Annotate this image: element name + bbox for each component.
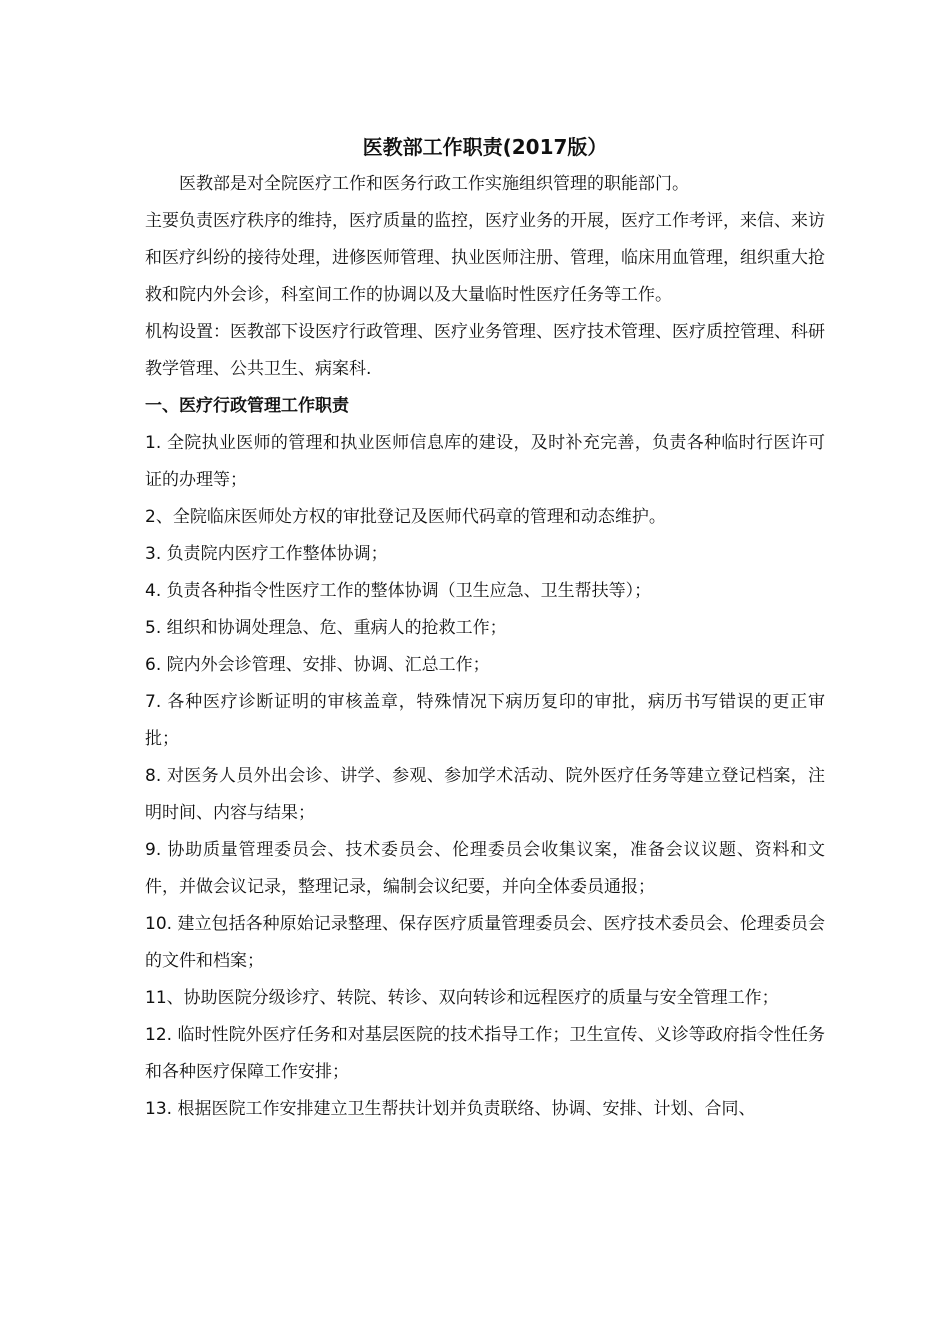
list-item-4: 4. 负责各种指令性医疗工作的整体协调（卫生应急、卫生帮扶等）；	[145, 581, 652, 601]
section-heading: 一、医疗行政管理工作职责	[145, 396, 349, 416]
list-item-2: 2、全院临床医师处方权的审批登记及医师代码章的管理和动态维护。	[145, 507, 666, 527]
document-body	[145, 132, 825, 1128]
list-item-13: 13. 根据医院工作安排建立卫生帮扶计划并负责联络、协调、安排、计划、合同、	[145, 1099, 756, 1119]
list-item-12: 12. 临时性院外医疗任务和对基层医院的技术指导工作；卫生宣传、义诊等政府指令性任务和各种医疗保障工作安排；	[145, 1025, 825, 1082]
list-item-11: 11、协助医院分级诊疗、转院、转诊、双向转诊和远程医疗的质量与安全管理工作；	[145, 988, 779, 1008]
intro-paragraph: 医教部是对全院医疗工作和医务行政工作实施组织管理的职能部门。	[179, 174, 689, 194]
duties-paragraph: 主要负责医疗秩序的维持，医疗质量的监控，医疗业务的开展，医疗工作考评，来信、来访和医疗纠纷的接待处理，进修医师管理、执业医师注册、管理，临床用血管理，组织重大抢救和院内外会诊，科室间工作的协调以及大量临时性医疗任务等工作。	[145, 211, 825, 305]
list-item-10: 10. 建立包括各种原始记录整理、保存医疗质量管理委员会、医疗技术委员会、伦理委员会的文件和档案；	[145, 914, 825, 971]
list-item-3: 3. 负责院内医疗工作整体协调；	[145, 544, 388, 564]
list-item-1: 1. 全院执业医师的管理和执业医师信息库的建设，及时补充完善，负责各种临时行医许可证的办理等；	[145, 433, 825, 490]
list-item-6: 6. 院内外会诊管理、安排、协调、汇总工作；	[145, 655, 490, 675]
list-item-7: 7. 各种医疗诊断证明的审核盖章，特殊情况下病历复印的审批，病历书写错误的更正审批；	[145, 692, 825, 749]
list-item-9: 9. 协助质量管理委员会、技术委员会、伦理委员会收集议案，准备会议议题、资料和文件，并做会议记录，整理记录，编制会议纪要，并向全体委员通报；	[145, 840, 825, 897]
list-item-8: 8. 对医务人员外出会诊、讲学、参观、参加学术活动、院外医疗任务等建立登记档案，注明时间、内容与结果；	[145, 766, 825, 823]
structure-paragraph: 机构设置：医教部下设医疗行政管理、医疗业务管理、医疗技术管理、医疗质控管理、科研教学管理、公共卫生、病案科.	[145, 322, 825, 379]
document-title: 医教部工作职责(2017版）	[362, 135, 608, 159]
list-item-5: 5. 组织和协调处理急、危、重病人的抢救工作；	[145, 618, 507, 638]
